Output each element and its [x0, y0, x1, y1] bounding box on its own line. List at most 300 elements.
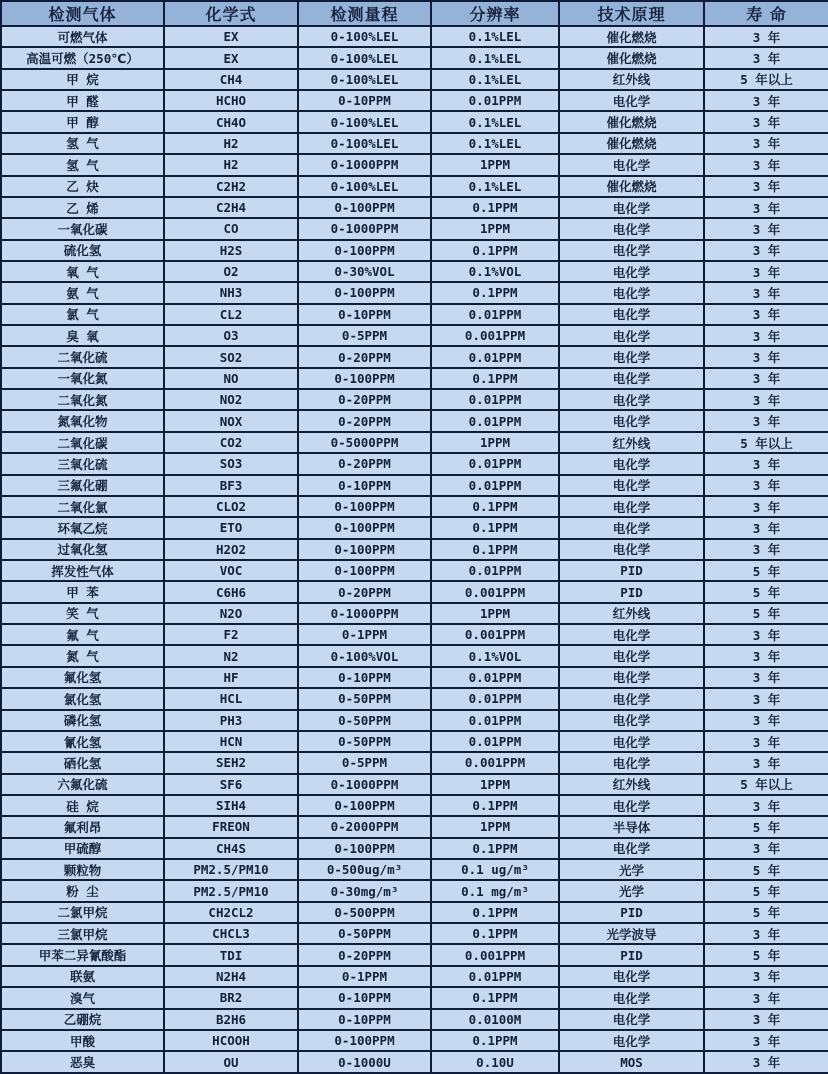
- cell-range: 0-1000PPM: [298, 218, 431, 239]
- cell-formula: EX: [164, 26, 298, 47]
- cell-principle: 电化学: [559, 346, 704, 367]
- table-row: [1, 346, 828, 367]
- cell-formula: C2H2: [164, 176, 298, 197]
- cell-gas: 磷化氢: [1, 710, 164, 731]
- cell-formula: NO2: [164, 389, 298, 410]
- cell-lifespan: 3 年: [704, 752, 828, 773]
- cell-formula: PM2.5/PM10: [164, 859, 298, 880]
- cell-formula: PM2.5/PM10: [164, 880, 298, 901]
- table-row: [1, 218, 828, 239]
- column-header-gas: 检测气体: [1, 1, 164, 26]
- cell-formula: N2O: [164, 603, 298, 624]
- cell-range: 0-20PPM: [298, 581, 431, 602]
- cell-resolution: 0.1%VOL: [431, 645, 559, 666]
- cell-gas: 硅 烷: [1, 795, 164, 816]
- table-body: [1, 26, 828, 1073]
- table-row: [1, 282, 828, 303]
- cell-principle: 光学: [559, 859, 704, 880]
- cell-gas: 乙硼烷: [1, 1009, 164, 1030]
- cell-lifespan: 3 年: [704, 282, 828, 303]
- cell-principle: 电化学: [559, 838, 704, 859]
- table-row: [1, 539, 828, 560]
- cell-lifespan: 3 年: [704, 795, 828, 816]
- cell-range: 0-1000PPM: [298, 774, 431, 795]
- cell-range: 0-1PPM: [298, 624, 431, 645]
- cell-formula: N2: [164, 645, 298, 666]
- table-row: [1, 69, 828, 90]
- header-row: [1, 1, 828, 26]
- cell-gas: 氟化氢: [1, 667, 164, 688]
- cell-range: 0-500ug/m³: [298, 859, 431, 880]
- cell-range: 0-10PPM: [298, 90, 431, 111]
- table-row: [1, 667, 828, 688]
- cell-lifespan: 5 年以上: [704, 432, 828, 453]
- table-row: [1, 859, 828, 880]
- cell-range: 0-50PPM: [298, 731, 431, 752]
- cell-formula: HCHO: [164, 90, 298, 111]
- cell-principle: 电化学: [559, 325, 704, 346]
- table-row: [1, 923, 828, 944]
- table-row: [1, 1051, 828, 1073]
- cell-principle: 电化学: [559, 1009, 704, 1030]
- cell-gas: 可燃气体: [1, 26, 164, 47]
- cell-gas: 氨 气: [1, 282, 164, 303]
- table-row: [1, 645, 828, 666]
- cell-principle: 电化学: [559, 453, 704, 474]
- cell-principle: PID: [559, 902, 704, 923]
- column-header-lifespan: 寿 命: [704, 1, 828, 26]
- cell-range: 0-500PPM: [298, 902, 431, 923]
- cell-range: 0-5000PPM: [298, 432, 431, 453]
- cell-gas: 挥发性气体: [1, 560, 164, 581]
- cell-lifespan: 3 年: [704, 111, 828, 132]
- cell-gas: 一氧化氮: [1, 368, 164, 389]
- cell-resolution: 0.1PPM: [431, 282, 559, 303]
- cell-range: 0-50PPM: [298, 688, 431, 709]
- table-row: [1, 752, 828, 773]
- cell-range: 0-100%VOL: [298, 645, 431, 666]
- table-row: [1, 731, 828, 752]
- cell-formula: SF6: [164, 774, 298, 795]
- cell-principle: 催化燃烧: [559, 26, 704, 47]
- cell-formula: FREON: [164, 816, 298, 837]
- cell-range: 0-5PPM: [298, 325, 431, 346]
- cell-range: 0-100PPM: [298, 1030, 431, 1051]
- cell-lifespan: 3 年: [704, 645, 828, 666]
- cell-range: 0-100PPM: [298, 240, 431, 261]
- table-row: [1, 581, 828, 602]
- cell-gas: 氯化氢: [1, 688, 164, 709]
- cell-resolution: 0.01PPM: [431, 560, 559, 581]
- cell-resolution: 0.1PPM: [431, 240, 559, 261]
- cell-gas: 二氧化碳: [1, 432, 164, 453]
- cell-formula: CH4S: [164, 838, 298, 859]
- cell-formula: ETO: [164, 517, 298, 538]
- cell-resolution: 0.1 mg/m³: [431, 880, 559, 901]
- cell-lifespan: 3 年: [704, 1030, 828, 1051]
- cell-principle: 电化学: [559, 752, 704, 773]
- cell-resolution: 1PPM: [431, 154, 559, 175]
- cell-gas: 笑 气: [1, 603, 164, 624]
- cell-gas: 三氯甲烷: [1, 923, 164, 944]
- cell-gas: 甲 醛: [1, 90, 164, 111]
- cell-principle: 电化学: [559, 710, 704, 731]
- table-row: [1, 111, 828, 132]
- cell-principle: 电化学: [559, 197, 704, 218]
- cell-resolution: 0.1PPM: [431, 539, 559, 560]
- table-row: [1, 197, 828, 218]
- cell-principle: 电化学: [559, 539, 704, 560]
- column-header-formula: 化学式: [164, 1, 298, 26]
- cell-range: 0-10PPM: [298, 475, 431, 496]
- cell-lifespan: 3 年: [704, 389, 828, 410]
- table-row: [1, 880, 828, 901]
- cell-formula: HCL: [164, 688, 298, 709]
- cell-resolution: 0.01PPM: [431, 90, 559, 111]
- cell-resolution: 0.01PPM: [431, 710, 559, 731]
- cell-lifespan: 5 年: [704, 816, 828, 837]
- cell-lifespan: 3 年: [704, 539, 828, 560]
- cell-lifespan: 3 年: [704, 410, 828, 431]
- cell-gas: 乙 炔: [1, 176, 164, 197]
- cell-range: 0-2000PPM: [298, 816, 431, 837]
- cell-principle: 红外线: [559, 69, 704, 90]
- cell-resolution: 0.001PPM: [431, 752, 559, 773]
- cell-principle: 电化学: [559, 218, 704, 239]
- cell-lifespan: 3 年: [704, 261, 828, 282]
- cell-range: 0-1000PPM: [298, 154, 431, 175]
- cell-principle: 电化学: [559, 795, 704, 816]
- cell-formula: NO: [164, 368, 298, 389]
- cell-lifespan: 5 年: [704, 581, 828, 602]
- cell-resolution: 0.01PPM: [431, 731, 559, 752]
- table-row: [1, 368, 828, 389]
- cell-formula: O2: [164, 261, 298, 282]
- cell-gas: 颗粒物: [1, 859, 164, 880]
- cell-principle: 电化学: [559, 496, 704, 517]
- cell-gas: 氢 气: [1, 154, 164, 175]
- cell-lifespan: 3 年: [704, 47, 828, 68]
- cell-principle: 电化学: [559, 389, 704, 410]
- cell-resolution: 0.001PPM: [431, 624, 559, 645]
- cell-gas: 氢 气: [1, 133, 164, 154]
- cell-range: 0-100PPM: [298, 539, 431, 560]
- cell-gas: 粉 尘: [1, 880, 164, 901]
- cell-lifespan: 3 年: [704, 176, 828, 197]
- cell-resolution: 0.001PPM: [431, 944, 559, 965]
- table-row: [1, 987, 828, 1008]
- cell-resolution: 0.001PPM: [431, 581, 559, 602]
- cell-range: 0-100%LEL: [298, 26, 431, 47]
- cell-formula: H2O2: [164, 539, 298, 560]
- cell-principle: 半导体: [559, 816, 704, 837]
- cell-principle: 红外线: [559, 774, 704, 795]
- cell-gas: 氰化氢: [1, 731, 164, 752]
- table-row: [1, 688, 828, 709]
- cell-lifespan: 3 年: [704, 453, 828, 474]
- cell-gas: 氟利昂: [1, 816, 164, 837]
- table-row: [1, 902, 828, 923]
- cell-resolution: 0.01PPM: [431, 389, 559, 410]
- cell-principle: MOS: [559, 1051, 704, 1073]
- cell-formula: H2: [164, 133, 298, 154]
- cell-principle: 红外线: [559, 432, 704, 453]
- cell-resolution: 1PPM: [431, 774, 559, 795]
- cell-gas: 氧 气: [1, 261, 164, 282]
- cell-formula: CL2: [164, 304, 298, 325]
- cell-lifespan: 3 年: [704, 475, 828, 496]
- cell-lifespan: 5 年: [704, 859, 828, 880]
- cell-range: 0-20PPM: [298, 410, 431, 431]
- cell-gas: 硒化氢: [1, 752, 164, 773]
- cell-principle: 电化学: [559, 240, 704, 261]
- cell-resolution: 0.01PPM: [431, 966, 559, 987]
- cell-range: 0-1000U: [298, 1051, 431, 1073]
- cell-lifespan: 5 年以上: [704, 69, 828, 90]
- cell-principle: 电化学: [559, 517, 704, 538]
- cell-gas: 一氧化碳: [1, 218, 164, 239]
- cell-range: 0-100PPM: [298, 517, 431, 538]
- table-row: [1, 432, 828, 453]
- cell-formula: CO2: [164, 432, 298, 453]
- cell-lifespan: 5 年: [704, 880, 828, 901]
- column-header-principle: 技术原理: [559, 1, 704, 26]
- cell-resolution: 0.01PPM: [431, 475, 559, 496]
- cell-resolution: 0.1PPM: [431, 368, 559, 389]
- cell-range: 0-100PPM: [298, 838, 431, 859]
- cell-principle: 电化学: [559, 667, 704, 688]
- cell-resolution: 0.1PPM: [431, 902, 559, 923]
- cell-resolution: 0.1%LEL: [431, 47, 559, 68]
- cell-principle: 催化燃烧: [559, 133, 704, 154]
- cell-lifespan: 3 年: [704, 731, 828, 752]
- cell-gas: 三氟化硼: [1, 475, 164, 496]
- cell-range: 0-30%VOL: [298, 261, 431, 282]
- cell-principle: 红外线: [559, 603, 704, 624]
- cell-formula: PH3: [164, 710, 298, 731]
- cell-gas: 氯 气: [1, 304, 164, 325]
- cell-range: 0-50PPM: [298, 923, 431, 944]
- cell-resolution: 0.0100M: [431, 1009, 559, 1030]
- cell-lifespan: 3 年: [704, 133, 828, 154]
- cell-range: 0-50PPM: [298, 710, 431, 731]
- table-row: [1, 944, 828, 965]
- cell-gas: 联氨: [1, 966, 164, 987]
- cell-gas: 二氧化氮: [1, 389, 164, 410]
- table-row: [1, 560, 828, 581]
- cell-range: 0-100%LEL: [298, 133, 431, 154]
- cell-resolution: 0.01PPM: [431, 667, 559, 688]
- table-row: [1, 838, 828, 859]
- cell-resolution: 0.1 ug/m³: [431, 859, 559, 880]
- cell-range: 0-100PPM: [298, 560, 431, 581]
- cell-resolution: 0.1%VOL: [431, 261, 559, 282]
- cell-range: 0-20PPM: [298, 453, 431, 474]
- cell-gas: 二氧化氯: [1, 496, 164, 517]
- cell-formula: CH4O: [164, 111, 298, 132]
- cell-principle: 催化燃烧: [559, 111, 704, 132]
- cell-principle: 电化学: [559, 282, 704, 303]
- cell-range: 0-100%LEL: [298, 69, 431, 90]
- cell-gas: 氮 气: [1, 645, 164, 666]
- cell-resolution: 0.1PPM: [431, 987, 559, 1008]
- cell-lifespan: 3 年: [704, 966, 828, 987]
- cell-resolution: 0.01PPM: [431, 304, 559, 325]
- cell-lifespan: 3 年: [704, 197, 828, 218]
- cell-gas: 二氧化硫: [1, 346, 164, 367]
- cell-lifespan: 3 年: [704, 517, 828, 538]
- cell-formula: NH3: [164, 282, 298, 303]
- cell-lifespan: 3 年: [704, 1009, 828, 1030]
- cell-principle: 光学波导: [559, 923, 704, 944]
- cell-resolution: 0.01PPM: [431, 346, 559, 367]
- cell-formula: HF: [164, 667, 298, 688]
- cell-formula: SO2: [164, 346, 298, 367]
- cell-formula: HCN: [164, 731, 298, 752]
- cell-range: 0-1PPM: [298, 966, 431, 987]
- cell-gas: 甲 苯: [1, 581, 164, 602]
- table-row: [1, 154, 828, 175]
- table-row: [1, 261, 828, 282]
- cell-principle: 电化学: [559, 368, 704, 389]
- cell-formula: CLO2: [164, 496, 298, 517]
- table-row: [1, 1030, 828, 1051]
- cell-gas: 乙 烯: [1, 197, 164, 218]
- cell-gas: 甲酸: [1, 1030, 164, 1051]
- cell-principle: 电化学: [559, 1030, 704, 1051]
- table-row: [1, 26, 828, 47]
- cell-range: 0-10PPM: [298, 667, 431, 688]
- cell-principle: PID: [559, 560, 704, 581]
- cell-formula: H2: [164, 154, 298, 175]
- cell-range: 0-10PPM: [298, 1009, 431, 1030]
- cell-resolution: 0.1%LEL: [431, 26, 559, 47]
- table-row: [1, 133, 828, 154]
- cell-formula: SO3: [164, 453, 298, 474]
- table-row: [1, 304, 828, 325]
- cell-gas: 甲硫醇: [1, 838, 164, 859]
- cell-resolution: 0.1PPM: [431, 795, 559, 816]
- cell-lifespan: 3 年: [704, 304, 828, 325]
- cell-lifespan: 3 年: [704, 218, 828, 239]
- cell-resolution: 0.1%LEL: [431, 69, 559, 90]
- cell-formula: CH2CL2: [164, 902, 298, 923]
- cell-formula: C6H6: [164, 581, 298, 602]
- table-row: [1, 816, 828, 837]
- cell-gas: 臭 氧: [1, 325, 164, 346]
- cell-lifespan: 3 年: [704, 496, 828, 517]
- cell-formula: B2H6: [164, 1009, 298, 1030]
- cell-principle: PID: [559, 581, 704, 602]
- table-row: [1, 475, 828, 496]
- cell-resolution: 0.01PPM: [431, 453, 559, 474]
- table-row: [1, 603, 828, 624]
- cell-lifespan: 3 年: [704, 154, 828, 175]
- cell-lifespan: 3 年: [704, 624, 828, 645]
- table-header: [1, 1, 828, 26]
- cell-range: 0-20PPM: [298, 389, 431, 410]
- cell-gas: 甲苯二异氰酸酯: [1, 944, 164, 965]
- cell-gas: 环氧乙烷: [1, 517, 164, 538]
- cell-range: 0-20PPM: [298, 346, 431, 367]
- cell-lifespan: 5 年: [704, 560, 828, 581]
- cell-principle: 电化学: [559, 688, 704, 709]
- cell-formula: EX: [164, 47, 298, 68]
- cell-gas: 溴气: [1, 987, 164, 1008]
- cell-resolution: 0.1PPM: [431, 923, 559, 944]
- table-row: [1, 1009, 828, 1030]
- cell-lifespan: 5 年: [704, 902, 828, 923]
- cell-lifespan: 3 年: [704, 346, 828, 367]
- cell-lifespan: 3 年: [704, 838, 828, 859]
- cell-lifespan: 5 年: [704, 603, 828, 624]
- cell-formula: C2H4: [164, 197, 298, 218]
- cell-lifespan: 3 年: [704, 368, 828, 389]
- cell-formula: BF3: [164, 475, 298, 496]
- cell-principle: 光学: [559, 880, 704, 901]
- table-row: [1, 966, 828, 987]
- table-row: [1, 710, 828, 731]
- cell-formula: BR2: [164, 987, 298, 1008]
- table-row: [1, 47, 828, 68]
- cell-formula: CO: [164, 218, 298, 239]
- cell-range: 0-100PPM: [298, 795, 431, 816]
- cell-lifespan: 3 年: [704, 26, 828, 47]
- cell-gas: 甲 醇: [1, 111, 164, 132]
- cell-lifespan: 5 年以上: [704, 774, 828, 795]
- cell-principle: 电化学: [559, 624, 704, 645]
- cell-formula: H2S: [164, 240, 298, 261]
- cell-resolution: 0.1PPM: [431, 1030, 559, 1051]
- cell-formula: SEH2: [164, 752, 298, 773]
- table-row: [1, 517, 828, 538]
- cell-lifespan: 3 年: [704, 710, 828, 731]
- cell-lifespan: 5 年: [704, 944, 828, 965]
- cell-range: 0-100%LEL: [298, 176, 431, 197]
- cell-principle: 电化学: [559, 731, 704, 752]
- table-row: [1, 774, 828, 795]
- cell-resolution: 0.1%LEL: [431, 111, 559, 132]
- table-row: [1, 240, 828, 261]
- table-row: [1, 453, 828, 474]
- cell-lifespan: 3 年: [704, 667, 828, 688]
- cell-gas: 甲 烷: [1, 69, 164, 90]
- cell-range: 0-20PPM: [298, 944, 431, 965]
- cell-range: 0-10PPM: [298, 304, 431, 325]
- cell-gas: 三氧化硫: [1, 453, 164, 474]
- table-row: [1, 496, 828, 517]
- cell-resolution: 1PPM: [431, 218, 559, 239]
- cell-gas: 过氧化氢: [1, 539, 164, 560]
- cell-formula: CH4: [164, 69, 298, 90]
- cell-gas: 恶臭: [1, 1051, 164, 1073]
- cell-lifespan: 3 年: [704, 923, 828, 944]
- cell-resolution: 0.001PPM: [431, 325, 559, 346]
- cell-resolution: 0.1%LEL: [431, 176, 559, 197]
- cell-range: 0-100%LEL: [298, 47, 431, 68]
- cell-range: 0-100PPM: [298, 368, 431, 389]
- cell-resolution: 0.1PPM: [431, 197, 559, 218]
- table-row: [1, 325, 828, 346]
- table-row: [1, 410, 828, 431]
- cell-lifespan: 3 年: [704, 1051, 828, 1073]
- cell-principle: 电化学: [559, 966, 704, 987]
- table-row: [1, 389, 828, 410]
- cell-range: 0-100PPM: [298, 282, 431, 303]
- cell-resolution: 0.1PPM: [431, 838, 559, 859]
- cell-range: 0-5PPM: [298, 752, 431, 773]
- cell-principle: 电化学: [559, 304, 704, 325]
